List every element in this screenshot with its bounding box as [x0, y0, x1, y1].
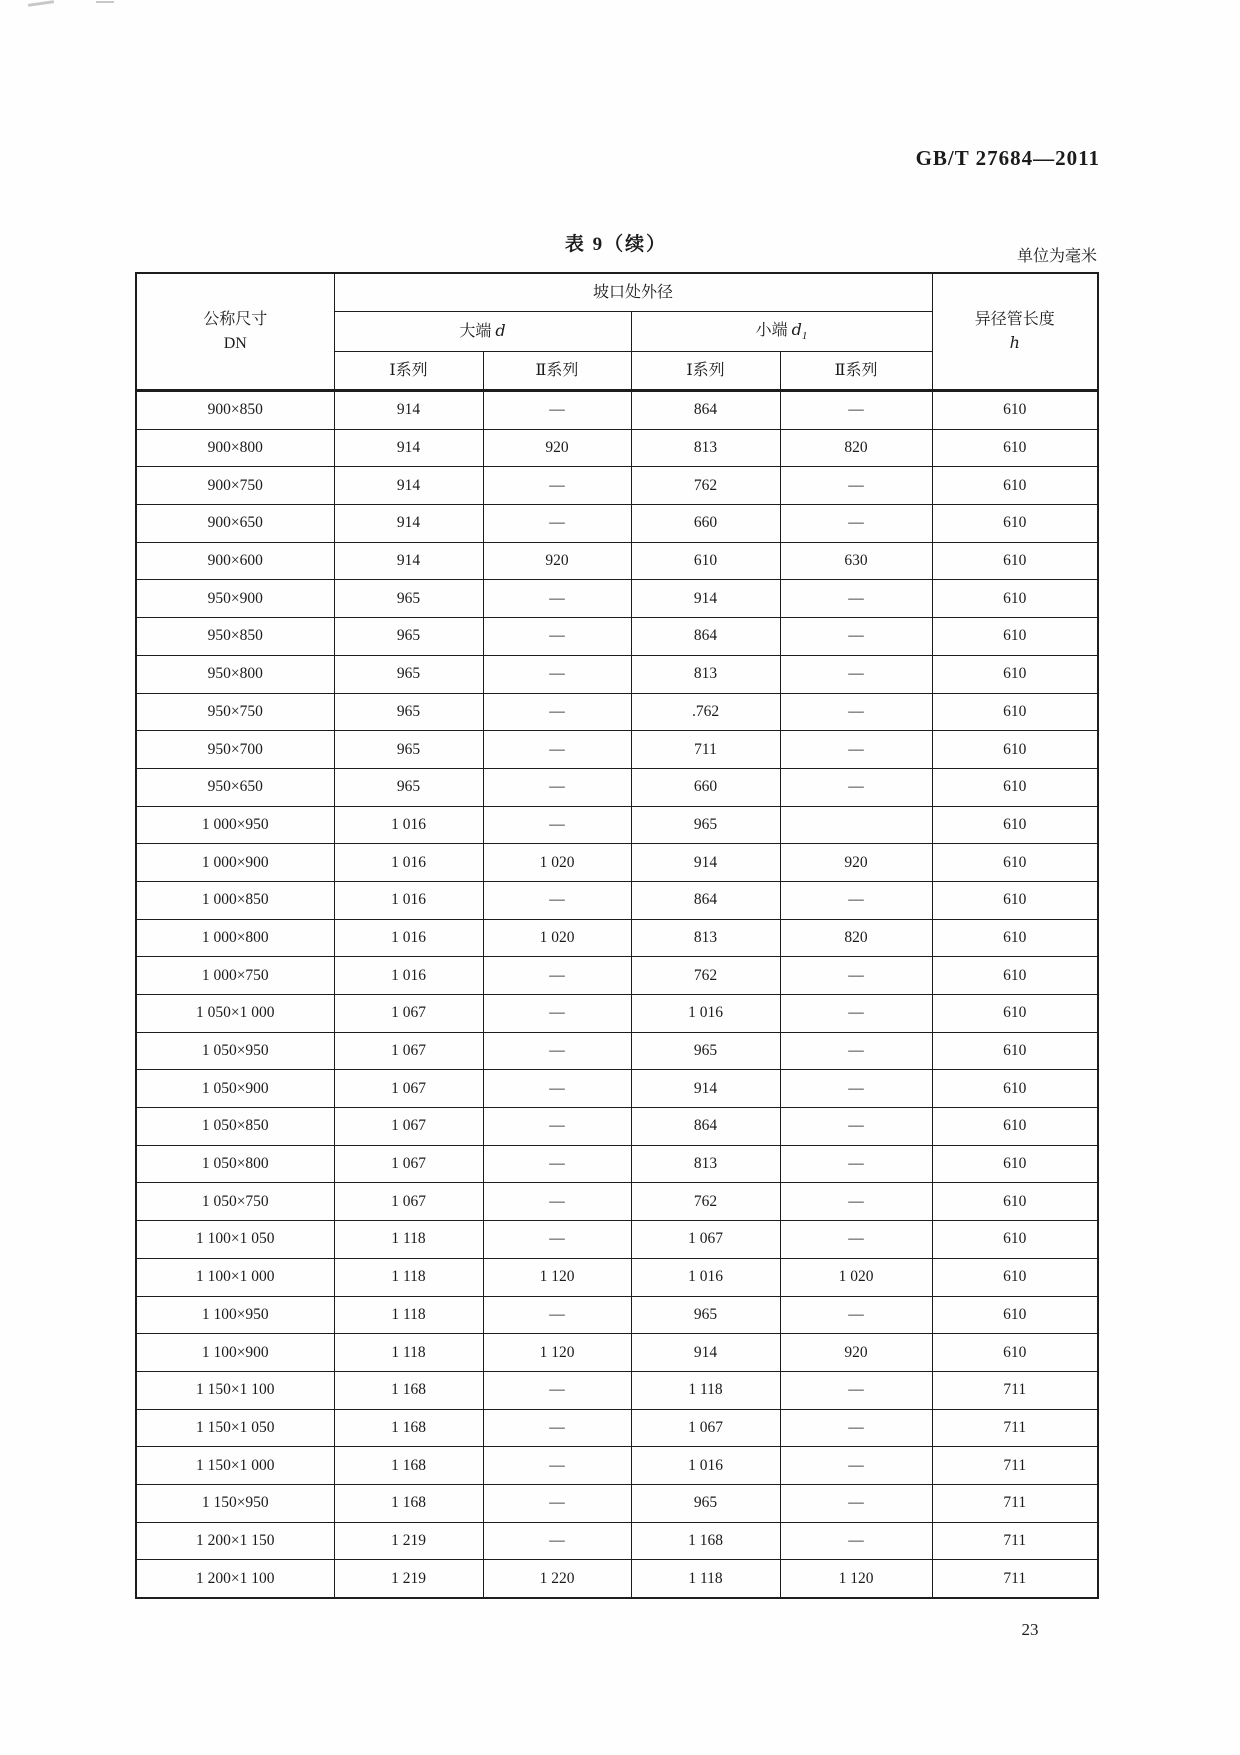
table-row [136, 1371, 1098, 1409]
value-cell: 914 [334, 505, 483, 543]
table-row [136, 1258, 1098, 1296]
value-cell: 820 [780, 919, 932, 957]
value-cell: — [780, 505, 932, 543]
value-cell: — [780, 1296, 932, 1334]
table-row [136, 391, 1098, 430]
small-end-header [631, 312, 932, 352]
value-cell: — [780, 1032, 932, 1070]
value-cell: 610 [932, 919, 1098, 957]
value-cell: 914 [334, 391, 483, 430]
dn-cell: 1 050×750 [136, 1183, 334, 1221]
value-cell: 1 067 [631, 1409, 780, 1447]
dn-cell: 900×650 [136, 505, 334, 543]
value-cell: 965 [334, 618, 483, 656]
scan-artifact [96, 1, 114, 3]
value-cell: 610 [932, 1070, 1098, 1108]
value-cell: — [780, 391, 932, 430]
value-cell: 813 [631, 1145, 780, 1183]
value-cell: — [483, 580, 631, 618]
header-row-groups [136, 273, 1098, 312]
value-cell: 610 [932, 655, 1098, 693]
value-cell: — [483, 731, 631, 769]
value-cell: 610 [932, 1145, 1098, 1183]
value-cell: 762 [631, 1183, 780, 1221]
value-cell: 1 020 [483, 919, 631, 957]
dn-cell: 1 150×1 100 [136, 1371, 334, 1409]
value-cell: 1 220 [483, 1560, 631, 1598]
value-cell: 711 [932, 1484, 1098, 1522]
value-cell: — [483, 806, 631, 844]
value-cell: 965 [334, 655, 483, 693]
value-cell: 711 [932, 1447, 1098, 1485]
value-cell: 1 219 [334, 1560, 483, 1598]
value-cell: — [780, 1145, 932, 1183]
value-cell: — [483, 1108, 631, 1146]
value-cell: 965 [334, 580, 483, 618]
value-cell: 610 [932, 1183, 1098, 1221]
nominal-size-label: 公称尺寸 [203, 311, 268, 329]
value-cell: 920 [780, 1334, 932, 1372]
value-cell: 914 [334, 467, 483, 505]
value-cell: — [780, 731, 932, 769]
value-cell: 610 [932, 618, 1098, 656]
value-cell: — [483, 1070, 631, 1108]
value-cell: — [780, 1183, 932, 1221]
unit-note: 单位为毫米 [1016, 248, 1097, 265]
value-cell: — [483, 655, 631, 693]
value-cell: — [483, 995, 631, 1033]
value-cell: — [780, 1371, 932, 1409]
value-cell: 1 016 [631, 995, 780, 1033]
value-cell: — [780, 1221, 932, 1259]
value-cell: 1 118 [334, 1258, 483, 1296]
value-cell [780, 806, 932, 844]
value-cell: 914 [631, 1334, 780, 1372]
value-cell: — [780, 768, 932, 806]
value-cell: 864 [631, 881, 780, 919]
value-cell: 610 [932, 768, 1098, 806]
value-cell: 965 [631, 806, 780, 844]
dn-cell: 1 050×1 000 [136, 995, 334, 1033]
value-cell: 1 168 [334, 1447, 483, 1485]
dn-cell: 1 050×950 [136, 1032, 334, 1070]
value-cell: 711 [932, 1371, 1098, 1409]
value-cell: 1 067 [334, 1108, 483, 1146]
value-cell: 1 118 [334, 1334, 483, 1372]
table-row [136, 1108, 1098, 1146]
dn-cell: 1 100×1 050 [136, 1221, 334, 1259]
standard-number: GB/T 27684—2011 [915, 146, 1100, 170]
value-cell: 965 [334, 731, 483, 769]
reducer-length-label: 异径管长度 [974, 310, 1055, 328]
value-cell: — [483, 1409, 631, 1447]
value-cell: — [780, 881, 932, 919]
value-cell: — [483, 1371, 631, 1409]
table-row [136, 1296, 1098, 1334]
value-cell: — [483, 1522, 631, 1560]
value-cell: — [483, 618, 631, 656]
value-cell: 813 [631, 919, 780, 957]
value-cell: 914 [334, 429, 483, 467]
table-row [136, 957, 1098, 995]
value-cell: 610 [932, 467, 1098, 505]
value-cell: — [483, 957, 631, 995]
value-cell: 1 120 [483, 1258, 631, 1296]
value-cell: 820 [780, 429, 932, 467]
table-row [136, 655, 1098, 693]
small-end-var-subscript: 1 [801, 330, 808, 343]
big-end-label: 大端 [459, 323, 492, 341]
value-cell: — [483, 1145, 631, 1183]
value-cell: 711 [932, 1560, 1098, 1598]
value-cell: 914 [631, 580, 780, 618]
dn-cell: 1 150×1 000 [136, 1447, 334, 1485]
big-end-var: d [495, 321, 506, 341]
value-cell: 610 [932, 995, 1098, 1033]
value-cell: 1 016 [334, 881, 483, 919]
value-cell: 1 067 [334, 1183, 483, 1221]
dn-cell: 950×750 [136, 693, 334, 731]
nominal-size-symbol: DN [223, 334, 247, 352]
big-end-series2-header: Ⅱ系列 [483, 352, 631, 391]
small-end-series2-header: Ⅱ系列 [780, 352, 932, 391]
value-cell: 1 016 [334, 919, 483, 957]
value-cell: 711 [932, 1409, 1098, 1447]
dn-cell: 1 000×800 [136, 919, 334, 957]
dn-cell: 1 000×750 [136, 957, 334, 995]
dn-cell: 1 050×900 [136, 1070, 334, 1108]
dn-cell: 1 100×1 000 [136, 1258, 334, 1296]
dn-cell: 1 050×850 [136, 1108, 334, 1146]
reducer-length-var: h [1009, 333, 1020, 352]
value-cell: 1 118 [631, 1560, 780, 1598]
value-cell: 1 168 [334, 1371, 483, 1409]
value-cell: — [780, 995, 932, 1033]
value-cell: 1 120 [780, 1560, 932, 1598]
value-cell: 610 [932, 505, 1098, 543]
dn-cell: 900×850 [136, 391, 334, 430]
table-row [136, 1522, 1098, 1560]
value-cell: 965 [631, 1484, 780, 1522]
value-cell: 630 [780, 542, 932, 580]
value-cell: 711 [932, 1522, 1098, 1560]
table-row [136, 1145, 1098, 1183]
value-cell: — [483, 1221, 631, 1259]
value-cell: 813 [631, 429, 780, 467]
value-cell: — [780, 618, 932, 656]
scan-artifact [28, 0, 54, 7]
dn-cell: 1 050×800 [136, 1145, 334, 1183]
value-cell: — [780, 467, 932, 505]
table-row [136, 768, 1098, 806]
value-cell: 1 120 [483, 1334, 631, 1372]
value-cell: .762 [631, 693, 780, 731]
value-cell: — [483, 1447, 631, 1485]
dn-cell: 1 200×1 150 [136, 1522, 334, 1560]
value-cell: — [483, 881, 631, 919]
table-row [136, 693, 1098, 731]
value-cell: 1 016 [334, 957, 483, 995]
value-cell: 1 016 [334, 844, 483, 882]
value-cell: 1 118 [631, 1371, 780, 1409]
value-cell: 1 020 [780, 1258, 932, 1296]
table-row [136, 806, 1098, 844]
value-cell: — [780, 1447, 932, 1485]
big-end-header [334, 312, 631, 352]
value-cell: — [483, 505, 631, 543]
value-cell: 610 [932, 844, 1098, 882]
table-row [136, 881, 1098, 919]
table-row [136, 542, 1098, 580]
small-end-series1-header: Ⅰ系列 [631, 352, 780, 391]
table-header [136, 273, 1098, 391]
table-row [136, 1334, 1098, 1372]
value-cell: 920 [780, 844, 932, 882]
value-cell: 1 168 [631, 1522, 780, 1560]
value-cell: 965 [631, 1296, 780, 1334]
value-cell: — [483, 391, 631, 430]
table-title: 表 9（续） [564, 234, 668, 255]
value-cell: 610 [932, 1334, 1098, 1372]
dn-cell: 900×600 [136, 542, 334, 580]
bevel-od-group-header: 坡口处外径 [334, 273, 932, 312]
table-row [136, 429, 1098, 467]
dn-cell: 950×900 [136, 580, 334, 618]
table-row [136, 1032, 1098, 1070]
value-cell: 1 067 [334, 995, 483, 1033]
table-row [136, 844, 1098, 882]
value-cell: 610 [932, 1258, 1098, 1296]
value-cell: 660 [631, 768, 780, 806]
value-cell: — [483, 1183, 631, 1221]
dn-cell: 1 000×900 [136, 844, 334, 882]
small-end-label: 小端 [755, 321, 788, 339]
value-cell: — [780, 957, 932, 995]
dn-cell: 950×700 [136, 731, 334, 769]
value-cell: 1 219 [334, 1522, 483, 1560]
table-body [136, 391, 1098, 1599]
value-cell: 1 016 [631, 1447, 780, 1485]
value-cell: 610 [932, 693, 1098, 731]
value-cell: 762 [631, 957, 780, 995]
value-cell: 965 [334, 693, 483, 731]
dn-cell: 950×650 [136, 768, 334, 806]
value-cell: — [780, 1409, 932, 1447]
nominal-size-header [136, 273, 334, 391]
table-row [136, 1221, 1098, 1259]
dn-cell: 900×800 [136, 429, 334, 467]
value-cell: 660 [631, 505, 780, 543]
value-cell: 1 067 [631, 1221, 780, 1259]
page-number: 23 [1021, 1620, 1039, 1639]
value-cell: 914 [334, 542, 483, 580]
value-cell: 920 [483, 542, 631, 580]
table-row [136, 1183, 1098, 1221]
value-cell: 711 [631, 731, 780, 769]
value-cell: — [780, 1522, 932, 1560]
value-cell: 1 016 [631, 1258, 780, 1296]
value-cell: 864 [631, 1108, 780, 1146]
value-cell: — [483, 1032, 631, 1070]
value-cell: 610 [932, 580, 1098, 618]
value-cell: 914 [631, 1070, 780, 1108]
table-row [136, 580, 1098, 618]
value-cell: 762 [631, 467, 780, 505]
dn-cell: 1 200×1 100 [136, 1560, 334, 1598]
value-cell: 813 [631, 655, 780, 693]
table-row [136, 1409, 1098, 1447]
big-end-series1-header: Ⅰ系列 [334, 352, 483, 391]
dn-cell: 950×800 [136, 655, 334, 693]
value-cell: 864 [631, 391, 780, 430]
value-cell: 1 020 [483, 844, 631, 882]
dn-cell: 950×850 [136, 618, 334, 656]
value-cell: 864 [631, 618, 780, 656]
value-cell: — [780, 655, 932, 693]
value-cell: — [483, 467, 631, 505]
value-cell: 610 [932, 1296, 1098, 1334]
dn-cell: 1 000×850 [136, 881, 334, 919]
table-row [136, 731, 1098, 769]
value-cell: 1 168 [334, 1484, 483, 1522]
table-row [136, 1447, 1098, 1485]
dn-cell: 1 150×950 [136, 1484, 334, 1522]
value-cell: 610 [932, 1221, 1098, 1259]
value-cell: 965 [334, 768, 483, 806]
value-cell: — [780, 693, 932, 731]
value-cell: 1 067 [334, 1145, 483, 1183]
value-cell: 610 [932, 957, 1098, 995]
table-row [136, 919, 1098, 957]
dn-cell: 1 150×1 050 [136, 1409, 334, 1447]
value-cell: 610 [932, 806, 1098, 844]
small-end-var: d [791, 319, 802, 339]
dn-cell: 1 000×950 [136, 806, 334, 844]
value-cell: — [483, 1296, 631, 1334]
value-cell: 610 [932, 542, 1098, 580]
value-cell: 1 118 [334, 1221, 483, 1259]
value-cell: 610 [932, 881, 1098, 919]
table-row [136, 505, 1098, 543]
table-row [136, 1070, 1098, 1108]
value-cell: — [483, 1484, 631, 1522]
value-cell: — [780, 580, 932, 618]
dn-cell: 1 100×900 [136, 1334, 334, 1372]
table-row [136, 1484, 1098, 1522]
value-cell: 610 [932, 429, 1098, 467]
value-cell: 1 168 [334, 1409, 483, 1447]
dimension-table [135, 272, 1099, 1599]
value-cell: — [780, 1484, 932, 1522]
value-cell: 610 [631, 542, 780, 580]
table-row [136, 995, 1098, 1033]
value-cell: — [483, 693, 631, 731]
reducer-length-header [932, 273, 1098, 391]
value-cell: 1 016 [334, 806, 483, 844]
dn-cell: 1 100×950 [136, 1296, 334, 1334]
value-cell: 610 [932, 1108, 1098, 1146]
value-cell: 1 067 [334, 1032, 483, 1070]
value-cell: — [780, 1108, 932, 1146]
value-cell: 965 [631, 1032, 780, 1070]
value-cell: — [483, 768, 631, 806]
value-cell: 914 [631, 844, 780, 882]
value-cell: 610 [932, 1032, 1098, 1070]
value-cell: 1 067 [334, 1070, 483, 1108]
value-cell: 920 [483, 429, 631, 467]
table-row [136, 467, 1098, 505]
value-cell: 1 118 [334, 1296, 483, 1334]
table-row [136, 1560, 1098, 1598]
table-row [136, 618, 1098, 656]
value-cell: 610 [932, 731, 1098, 769]
value-cell: — [780, 1070, 932, 1108]
dn-cell: 900×750 [136, 467, 334, 505]
value-cell: 610 [932, 391, 1098, 430]
